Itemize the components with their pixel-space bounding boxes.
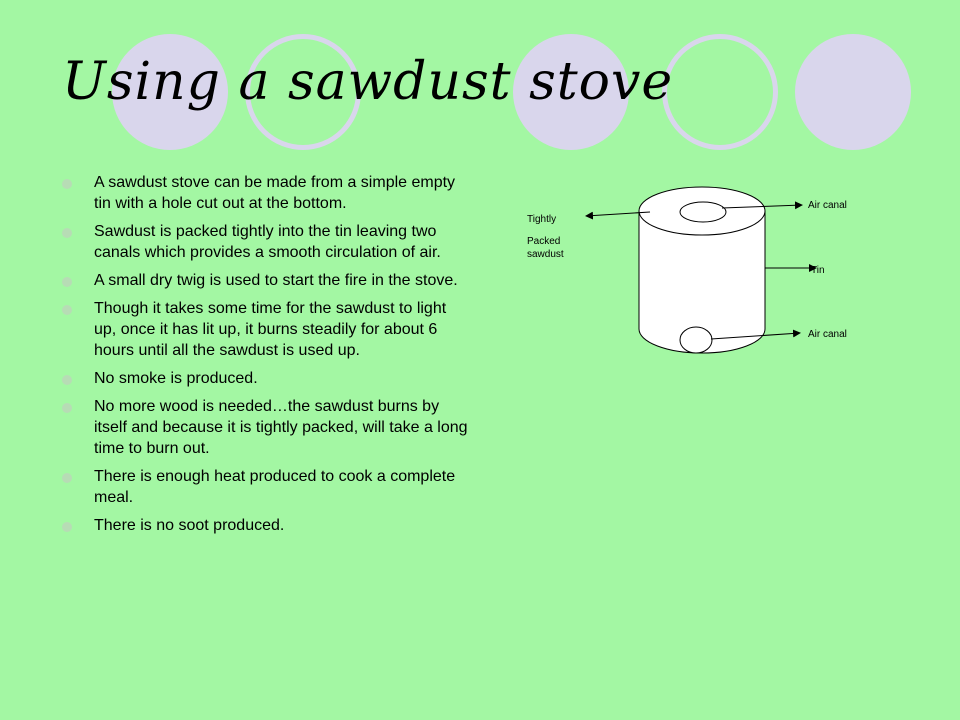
label-packed-sawdust: Packed sawdust bbox=[527, 236, 564, 260]
air-canal-top bbox=[680, 202, 726, 222]
list-item bbox=[62, 221, 472, 263]
bullet-icon bbox=[62, 228, 72, 238]
list-item bbox=[62, 466, 472, 508]
bullet-list bbox=[62, 172, 472, 543]
label-air-canal-bottom: Air canal bbox=[808, 329, 847, 340]
sawdust-stove-diagram bbox=[510, 180, 890, 380]
list-item bbox=[62, 396, 472, 459]
bullet-icon bbox=[62, 277, 72, 287]
bullet-text: Though it takes some time for the sawdust to light up, once it has lit up, it burns steadily for about 6 hours until all the sawdust is used up. bbox=[94, 300, 447, 359]
label-tightly: Tightly bbox=[527, 214, 557, 225]
decor-ring-2 bbox=[662, 34, 778, 150]
list-item bbox=[62, 515, 472, 536]
bullet-text: There is no soot produced. bbox=[94, 517, 285, 534]
bullet-text: A small dry twig is used to start the fire in the stove. bbox=[94, 272, 458, 289]
slide-title: Using a sawdust stove bbox=[62, 52, 674, 112]
label-tin: Tin bbox=[811, 265, 825, 276]
list-item bbox=[62, 172, 472, 214]
list-item bbox=[62, 270, 472, 291]
bullet-text: A sawdust stove can be made from a simple empty tin with a hole cut out at the bottom. bbox=[94, 174, 456, 212]
list-item bbox=[62, 298, 472, 361]
bullet-icon bbox=[62, 522, 72, 532]
bullet-icon bbox=[62, 473, 72, 483]
air-canal-bottom bbox=[680, 327, 712, 353]
bullet-text: No smoke is produced. bbox=[94, 370, 258, 387]
bullet-text: Sawdust is packed tightly into the tin leaving two canals which provides a smooth circulation of air. bbox=[94, 223, 441, 261]
bullet-icon bbox=[62, 403, 72, 413]
decor-circle-3 bbox=[795, 34, 911, 150]
bullet-icon bbox=[62, 305, 72, 315]
label-air-canal-top: Air canal bbox=[808, 200, 847, 211]
list-item bbox=[62, 368, 472, 389]
bullet-text: There is enough heat produced to cook a complete meal. bbox=[94, 468, 456, 506]
bullet-text: No more wood is needed…the sawdust burns by itself and because it is tightly packed, will take a long time to burn out. bbox=[94, 398, 468, 457]
bullet-icon bbox=[62, 375, 72, 385]
bullet-icon bbox=[62, 179, 72, 189]
